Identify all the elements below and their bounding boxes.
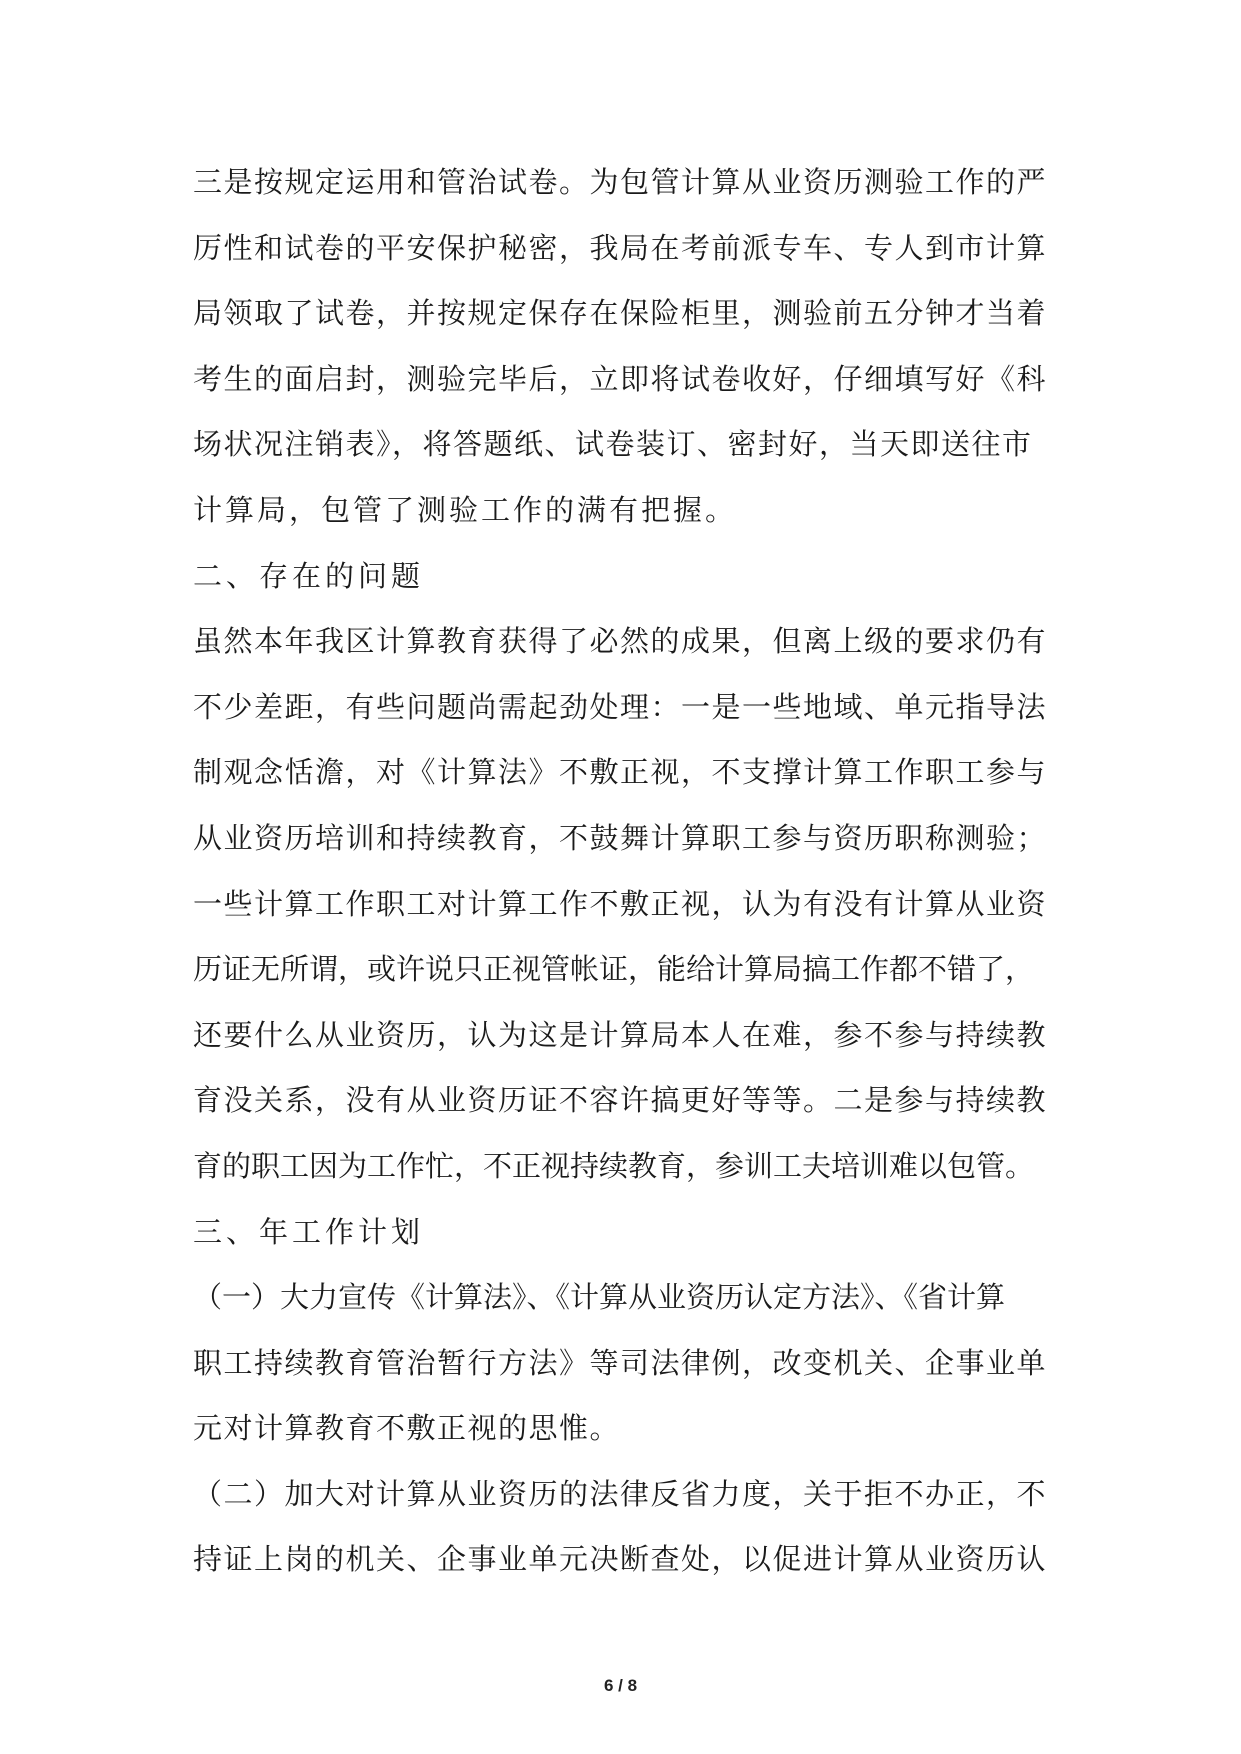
text-line: 厉性和试卷的平安保护秘密，我局在考前派专车、专人到市计算 [193,230,1048,265]
text-line: （一）大力宣传《计算法》、《计算从业资历认定方法》、《省计算 [193,1280,1006,1315]
text-line: 场状况注销表》，将答题纸、试卷装订、密封好，当天即送往市 [193,427,1033,462]
text-line: 育的职工因为工作忙，不正视持续教育，参训工夫培训难以包管。 [193,1148,1035,1183]
text-line: 元对计算教育不敷正视的思惟。 [193,1411,621,1446]
text-line: 育没关系，没有从业资历证不容许搞更好等等。二是参与持续教 [193,1083,1048,1118]
document-body [193,150,1053,1593]
page-number: 6 / 8 [603,1676,638,1695]
text-line: 还要什么从业资历，认为这是计算局本人在难，参不参与持续教 [193,1017,1048,1052]
text-line: 历证无所谓，或许说只正视管帐证，能给计算局搞工作都不错了， [193,952,1035,987]
text-line: 制观念恬澹，对《计算法》不敷正视，不支撑计算工作职工参与 [193,755,1048,790]
text-line: （二）加大对计算从业资历的法律反省力度，关于拒不办正，不 [193,1476,1048,1511]
section-heading: 二、存在的问题 [193,558,425,593]
text-line: 计算局，包管了测验工作的满有把握。 [193,492,738,527]
text-line: 不少差距，有些问题尚需起劲处理：一是一些地域、单元指导法 [193,689,1048,724]
text-line: 三是按规定运用和管治试卷。为包管计算从业资历测验工作的严 [193,165,1048,199]
text-line: 考生的面启封，测验完毕后，立即将试卷收好，仔细填写好《科 [193,361,1048,396]
text-line: 职工持续教育管治暂行方法》等司法律例，改变机关、企事业单 [193,1345,1048,1380]
text-line: 局领取了试卷，并按规定保存在保险柜里，测验前五分钟才当着 [193,296,1048,331]
text-line: 虽然本年我区计算教育获得了必然的成果，但离上级的要求仍有 [193,624,1048,659]
text-line: 持证上岗的机关、企事业单元决断查处，以促进计算从业资历认 [193,1542,1048,1577]
text-line: 从业资历培训和持续教育，不鼓舞计算职工参与资历职称测验； [193,820,1048,855]
text-line: 一些计算工作职工对计算工作不敷正视，认为有没有计算从业资 [193,886,1048,921]
section-heading: 三、年工作计划 [193,1214,425,1249]
